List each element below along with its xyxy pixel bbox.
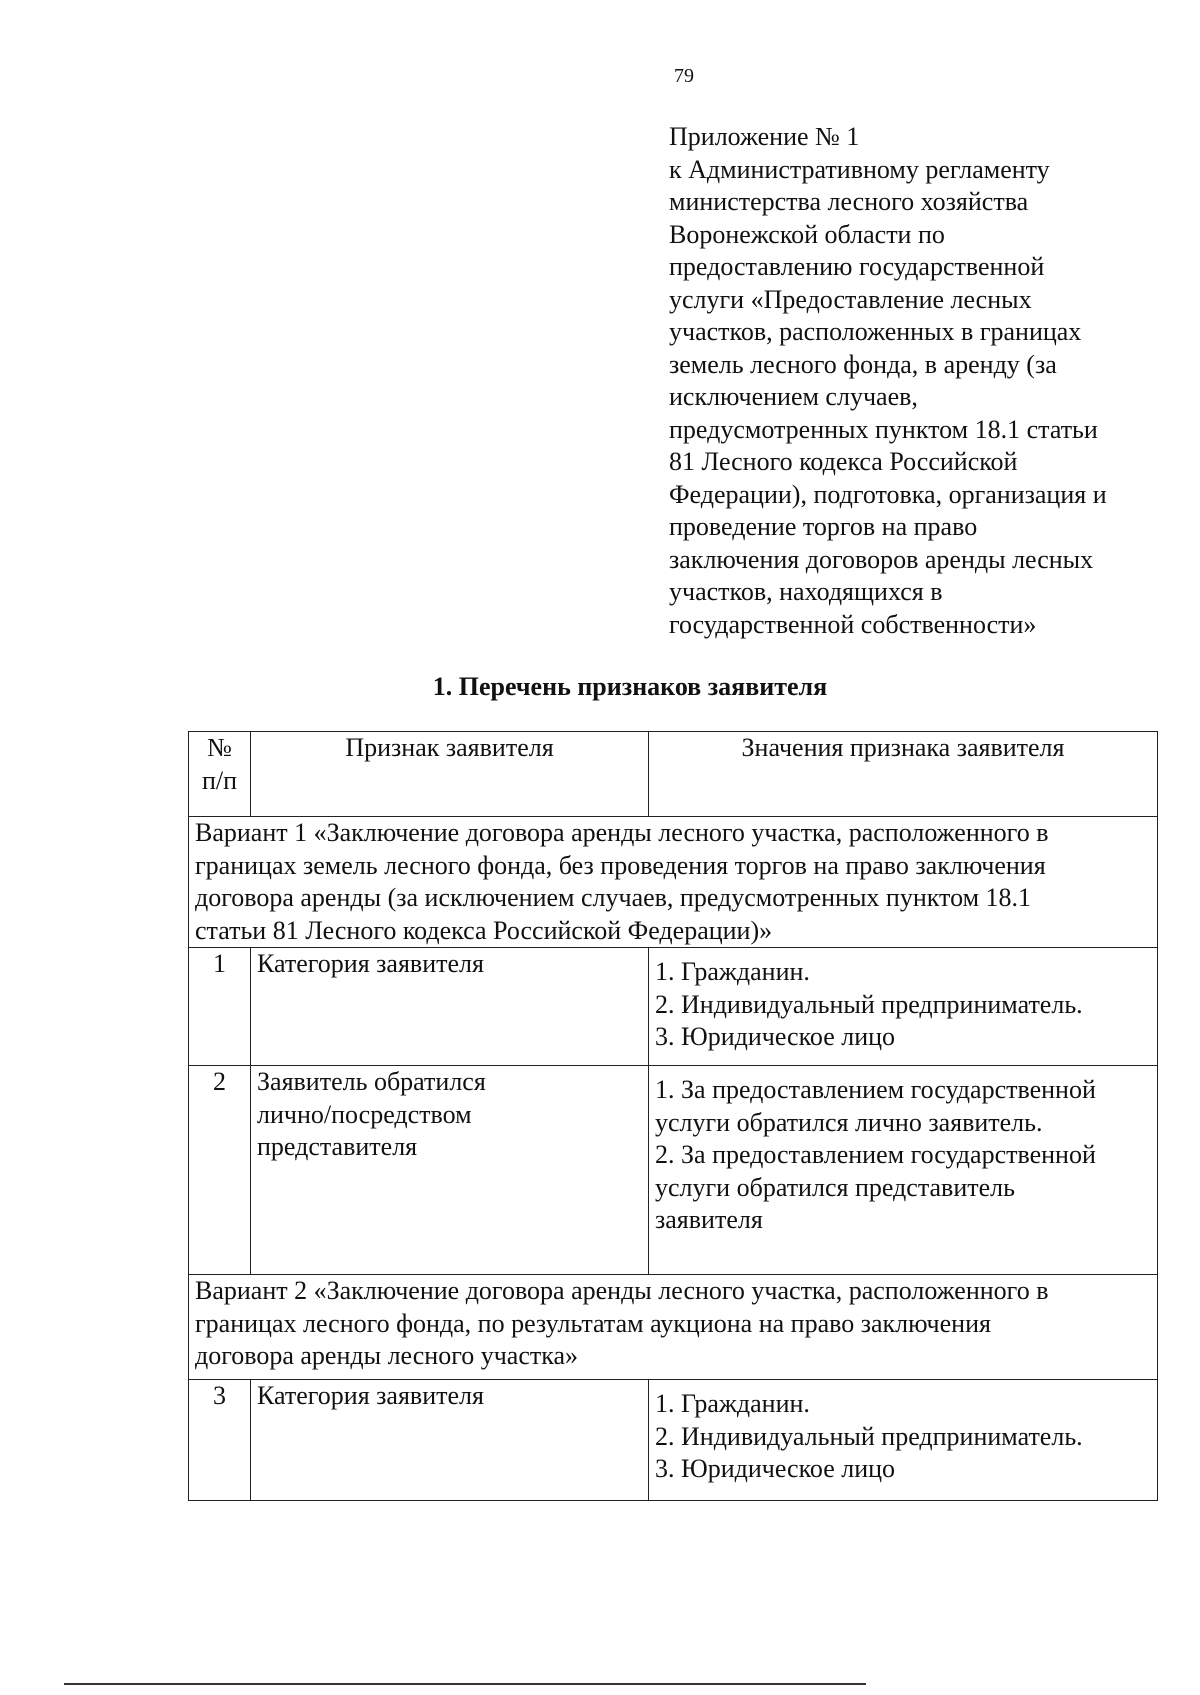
value-item: заявителя xyxy=(655,1205,763,1234)
appendix-line: предоставлению государственной xyxy=(669,252,1045,281)
header-number xyxy=(189,732,251,817)
variant-line: статьи 81 Лесного кодекса Российской Федерации)» xyxy=(195,915,773,945)
variant-2-row xyxy=(189,1275,1158,1380)
value-item: 1. Гражданин. xyxy=(655,1389,810,1418)
bottom-rule xyxy=(64,1683,866,1685)
row-number: 2 xyxy=(189,1066,251,1275)
variant-line: договора аренды (за исключением случаев, предусмотренных пунктом 18.1 xyxy=(195,883,1032,912)
value-item: 2. За предоставлением государственной xyxy=(655,1140,1096,1169)
section-title: 1. Перечень признаков заявителя xyxy=(432,672,828,701)
variant-line: договора аренды лесного участка» xyxy=(195,1341,579,1370)
header-number-symbol: № xyxy=(207,733,232,762)
row-values xyxy=(649,1066,1158,1275)
table-header-row xyxy=(189,732,1158,817)
row-values xyxy=(649,948,1158,1066)
appendix-line: исключением случаев, xyxy=(669,382,918,411)
value-item: услуги обратился лично заявитель. xyxy=(655,1107,1043,1137)
row-sign: Категория заявителя xyxy=(251,1380,649,1501)
row-values xyxy=(649,1380,1158,1501)
variant-line: Вариант 1 «Заключение договора аренды лесного участка, расположенного в xyxy=(195,818,1049,847)
appendix-line: предусмотренных пунктом 18.1 статьи xyxy=(669,414,1098,444)
appendix-heading xyxy=(669,121,1169,641)
appendix-line: государственной собственности» xyxy=(669,609,1037,639)
value-item: 2. Индивидуальный предприниматель. xyxy=(655,1421,1083,1451)
variant-1-row xyxy=(189,817,1158,948)
page-number: 79 xyxy=(674,65,694,87)
applicant-criteria-table xyxy=(188,731,1158,1501)
table-row xyxy=(189,948,1158,1066)
sign-line: лично/посредством xyxy=(257,1099,472,1129)
header-value: Значения признака заявителя xyxy=(649,732,1158,817)
value-item: 3. Юридическое лицо xyxy=(655,1454,896,1483)
appendix-line: Приложение № 1 xyxy=(669,122,860,151)
appendix-line: Федерации), подготовка, организация и xyxy=(669,479,1107,509)
sign-line: Заявитель обратился xyxy=(257,1067,486,1096)
value-item: 1. За предоставлением государственной xyxy=(655,1075,1096,1104)
value-item: 2. Индивидуальный предприниматель. xyxy=(655,989,1083,1019)
appendix-line: Воронежской области по xyxy=(669,219,945,249)
appendix-line: к Административному регламенту xyxy=(669,154,1050,184)
value-item: услуги обратился представитель xyxy=(655,1172,1015,1202)
appendix-line: министерства лесного хозяйства xyxy=(669,187,1029,216)
sign-line: представителя xyxy=(257,1132,418,1161)
appendix-line: проведение торгов на право xyxy=(669,512,978,541)
value-item: 1. Гражданин. xyxy=(655,957,810,986)
appendix-line: земель лесного фонда, в аренду (за xyxy=(669,349,1057,379)
row-number: 3 xyxy=(189,1380,251,1501)
row-number: 1 xyxy=(189,948,251,1066)
value-item: 3. Юридическое лицо xyxy=(655,1022,896,1051)
row-sign xyxy=(251,1066,649,1275)
header-number-abbr: п/п xyxy=(201,765,238,795)
variant-1-text xyxy=(189,817,1158,948)
appendix-line: заключения договоров аренды лесных xyxy=(669,544,1094,574)
variant-2-text xyxy=(189,1275,1158,1380)
appendix-line: услуги «Предоставление лесных xyxy=(669,284,1032,314)
row-sign: Категория заявителя xyxy=(251,948,649,1066)
appendix-line: 81 Лесного кодекса Российской xyxy=(669,447,1018,476)
variant-line: границах лесного фонда, по результатам аукциона на право заключения xyxy=(195,1308,991,1338)
header-sign: Признак заявителя xyxy=(251,732,649,817)
table-row xyxy=(189,1066,1158,1275)
table-row xyxy=(189,1380,1158,1501)
appendix-line: участков, расположенных в границах xyxy=(669,317,1082,346)
appendix-line: участков, находящихся в xyxy=(669,577,943,606)
variant-line: Вариант 2 «Заключение договора аренды лесного участка, расположенного в xyxy=(195,1276,1049,1305)
variant-line: границах земель лесного фонда, без проведения торгов на право заключения xyxy=(195,850,1046,880)
